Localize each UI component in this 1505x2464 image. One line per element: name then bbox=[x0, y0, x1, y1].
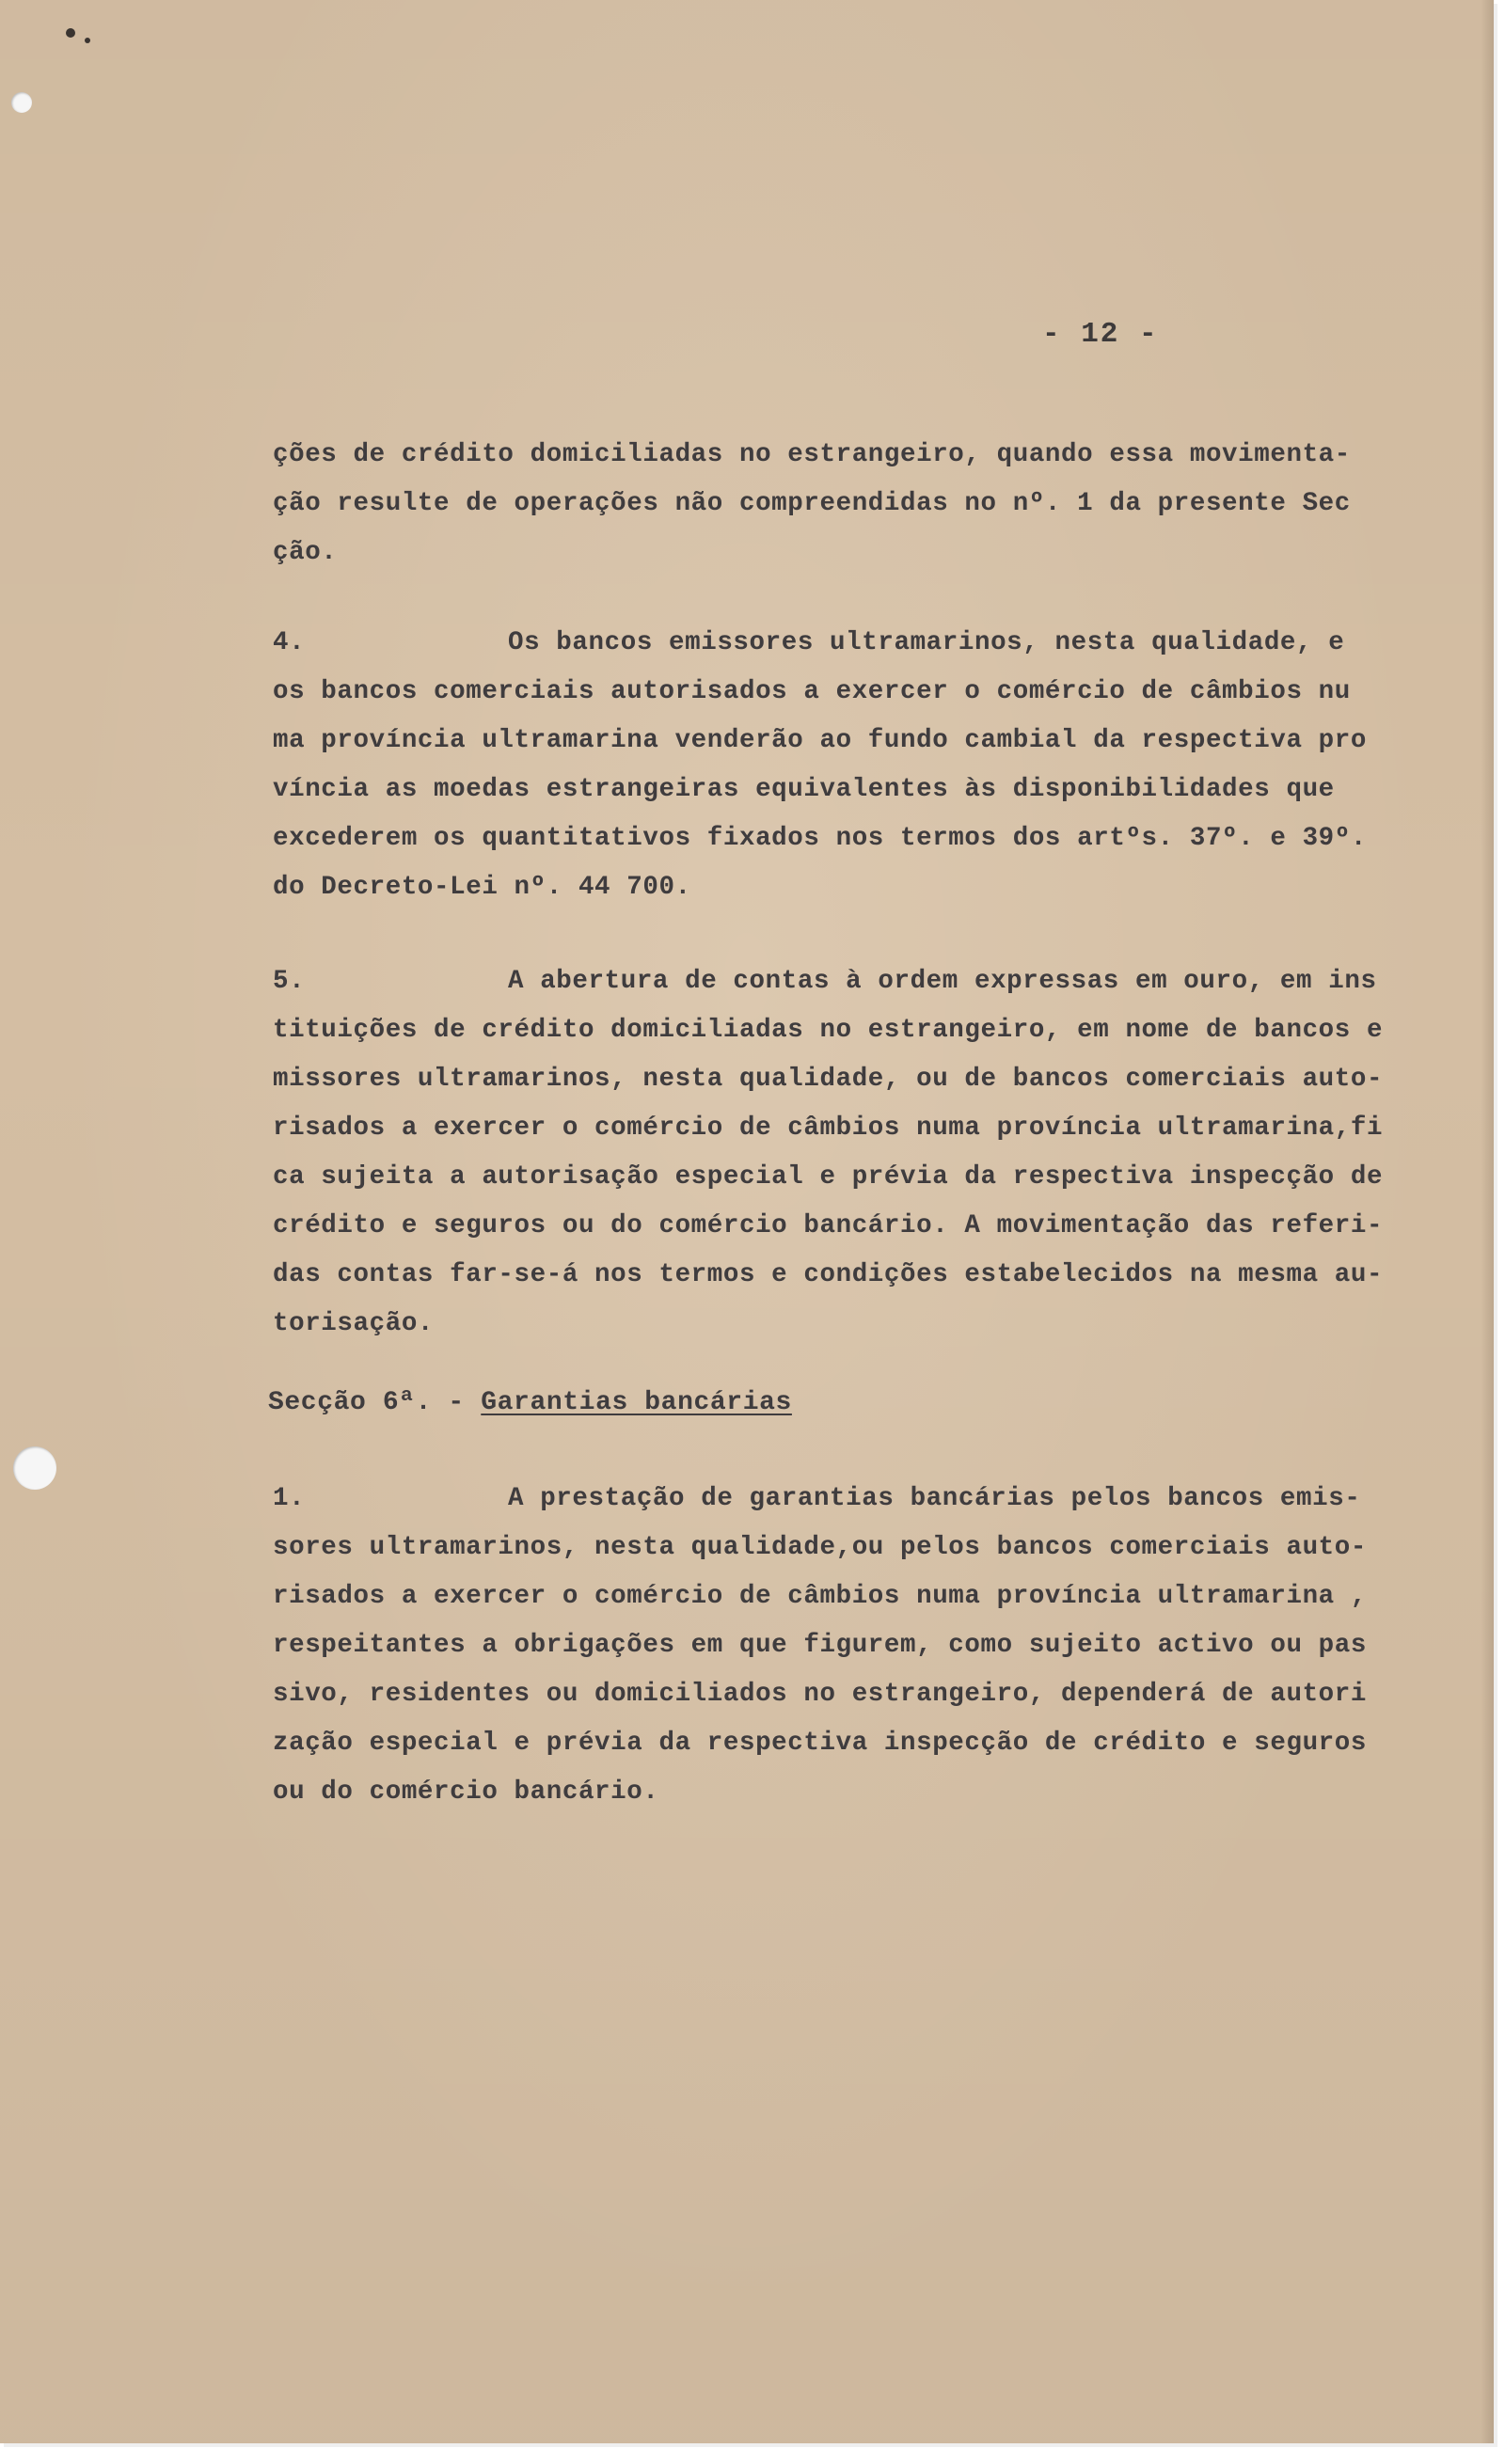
punch-hole-middle bbox=[13, 1446, 56, 1490]
text-line: ou do comércio bancário. bbox=[273, 1777, 659, 1807]
text-line: víncia as moedas estrangeiras equivalentes às disponibilidades que bbox=[273, 775, 1335, 804]
text-line: missores ultramarinos, nesta qualidade, ou de bancos comerciais auto- bbox=[273, 1065, 1384, 1094]
paragraph-5 bbox=[273, 957, 1411, 1349]
paragraph-4 bbox=[273, 619, 1411, 912]
text-line: sores ultramarinos, nesta qualidade,ou pelos bancos comerciais auto- bbox=[273, 1533, 1367, 1562]
text-line: A prestação de garantias bancárias pelos bancos emis- bbox=[508, 1484, 1361, 1513]
text-line: do Decreto-Lei nº. 44 700. bbox=[273, 873, 691, 902]
text-line: crédito e seguros ou do comércio bancário. A movimentação das referi- bbox=[273, 1211, 1384, 1240]
text-line: ca sujeita a autorisação especial e prévia da respectiva inspecção de bbox=[273, 1162, 1384, 1192]
text-line: excederem os quantitativos fixados nos termos dos artºs. 37º. e 39º. bbox=[273, 824, 1367, 853]
paragraph-first-line bbox=[273, 957, 1411, 1006]
paragraph-number: 5. bbox=[273, 967, 306, 996]
page-number: - 12 - bbox=[1042, 318, 1159, 351]
paragraph-continuation bbox=[273, 431, 1411, 577]
text-line: zação especial e prévia da respectiva inspecção de crédito e seguros bbox=[273, 1729, 1367, 1758]
text-line: Os bancos emissores ultramarinos, nesta qualidade, e bbox=[508, 628, 1345, 657]
page-edge-shadow bbox=[1481, 0, 1494, 2443]
section-title: Garantias bancárias bbox=[481, 1388, 792, 1417]
text-line: torisação. bbox=[273, 1309, 435, 1338]
paragraph-first-line bbox=[273, 619, 1411, 668]
paragraph-number: 4. bbox=[273, 628, 306, 657]
text-line: risados a exercer o comércio de câmbios numa província ultramarina,fi bbox=[273, 1114, 1384, 1143]
section-heading bbox=[268, 1388, 792, 1417]
text-line: respeitantes a obrigações em que figurem, como sujeito activo ou pas bbox=[273, 1631, 1367, 1660]
ink-speck bbox=[66, 28, 75, 38]
text-line: risados a exercer o comércio de câmbios numa província ultramarina , bbox=[273, 1582, 1367, 1611]
text-line: sivo, residentes ou domiciliados no estrangeiro, dependerá de autori bbox=[273, 1680, 1367, 1709]
punch-hole-top bbox=[11, 92, 32, 113]
paragraph-number: 1. bbox=[273, 1484, 306, 1513]
text-line: tituições de crédito domiciliadas no estrangeiro, em nome de bancos e bbox=[273, 1016, 1384, 1045]
text-line: das contas far-se-á nos termos e condições estabelecidos na mesma au- bbox=[273, 1260, 1384, 1289]
text-line: ção. bbox=[273, 538, 338, 567]
text-line: A abertura de contas à ordem expressas em ouro, em ins bbox=[508, 967, 1377, 996]
text-line: ção resulte de operações não compreendidas no nº. 1 da presente Sec bbox=[273, 489, 1351, 518]
text-line: ma província ultramarina venderão ao fundo cambial da respectiva pro bbox=[273, 726, 1367, 755]
text-line: ções de crédito domiciliadas no estrangeiro, quando essa movimenta- bbox=[273, 440, 1351, 469]
section-prefix: Secção 6ª. - bbox=[268, 1388, 482, 1417]
text-line: os bancos comerciais autorisados a exercer o comércio de câmbios nu bbox=[273, 677, 1351, 706]
paragraph-6-1 bbox=[273, 1475, 1411, 1817]
paragraph-first-line bbox=[273, 1475, 1411, 1524]
ink-speck bbox=[85, 38, 90, 43]
